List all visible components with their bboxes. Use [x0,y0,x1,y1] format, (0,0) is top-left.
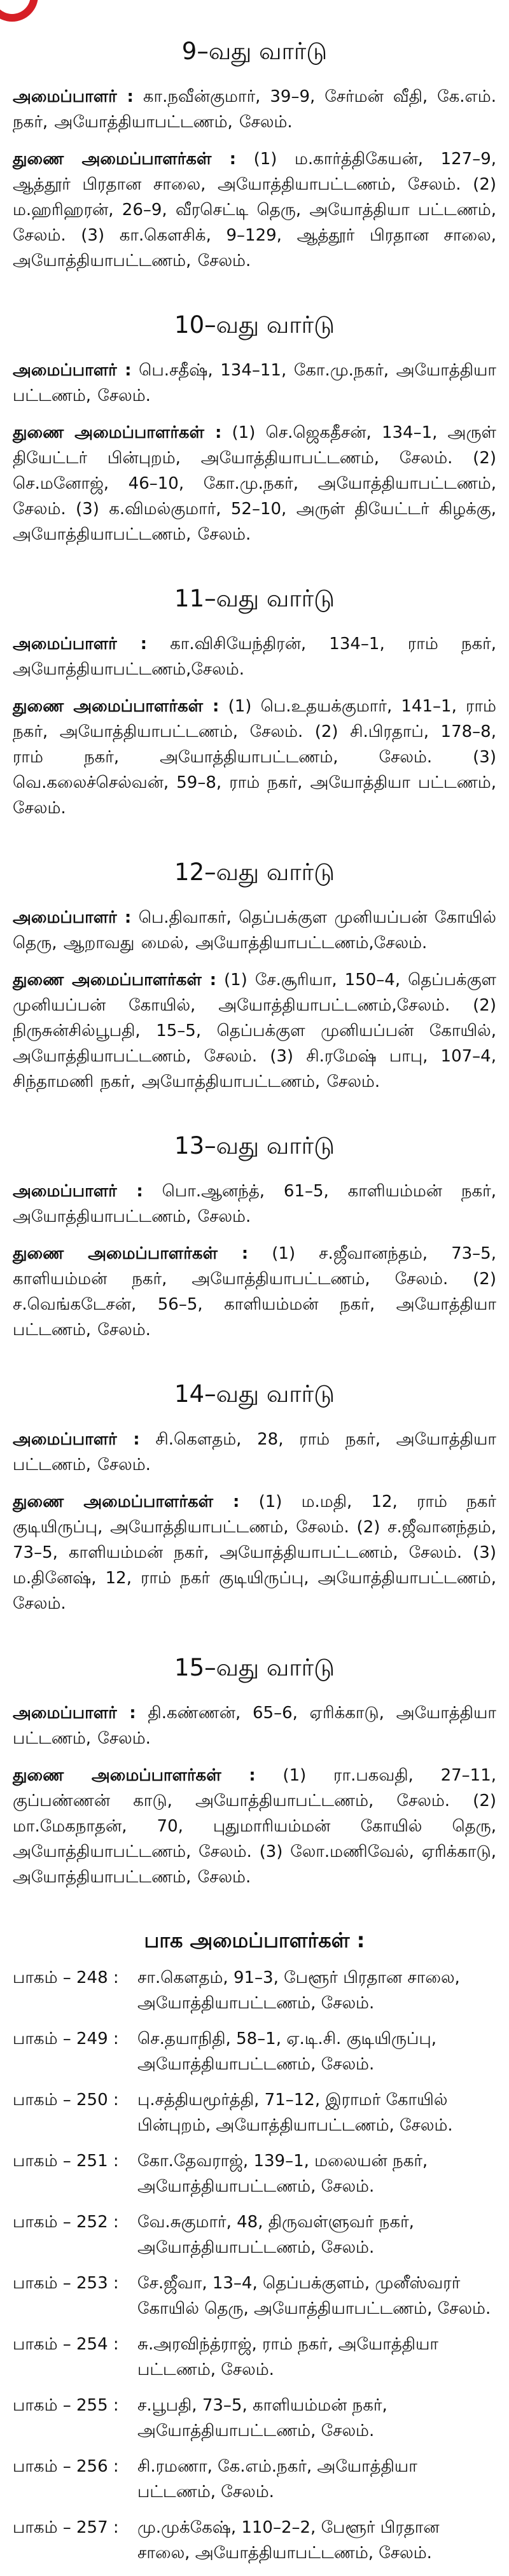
booth-number: பாகம் – 254 : [13,2335,119,2354]
booth-number: பாகம் – 257 : [13,2518,119,2537]
deputies-label: துணை அமைப்பாளர்கள் : [13,423,222,442]
booth-organizer: வே.சுகுமார், 48, திருவள்ளுவர் நகர், அயோத்தியாபட்டணம், சேலம். [137,2213,414,2257]
deputies-label: துணை அமைப்பாளர்கள் : [13,150,237,169]
booth-number: பாகம் – 256 : [13,2457,119,2476]
deputies-details: (1) ச.ஜீவானந்தம், 73–5, காளியம்மன் நகர், அயோத்தியாபட்டணம், சேலம். (2) ச.வெங்கடேசன், 56–5, காளியம்மன் நகர், அயோத்தியா பட்டணம், சேலம். [13,1244,496,1340]
organizer-details: பொ.ஆனந்த், 61–5, காளியம்மன் நகர், அயோத்தியாபட்டணம், சேலம். [13,1182,496,1226]
booth-row [13,2515,496,2566]
booth-organizers-section [13,1927,496,2566]
ward-organizer [13,1427,496,1478]
organizer-details: பெ.சதீஷ், 134–11, கோ.மு.நகர், அயோத்தியா பட்டணம், சேலம். [13,361,496,405]
ward-section-12 [13,858,496,1095]
publication-logo [0,0,38,22]
booth-organizer: கோ.தேவராஜ், 139–1, மலையன் நகர், அயோத்தியாபட்டணம், சேலம். [137,2152,428,2196]
booth-organizer: சு.அரவிந்த்ராஜ், ராம் நகர், அயோத்தியா பட்டணம், சேலம். [137,2335,438,2379]
booth-row [13,2026,496,2077]
ward-section-15 [13,1653,496,1890]
ward-section-13 [13,1131,496,1343]
booth-row [13,2209,496,2260]
booth-row [13,2148,496,2199]
booth-organizer: ச.பூபதி, 73–5, காளியம்மன் நகர், அயோத்தியாபட்டணம், சேலம். [137,2396,387,2440]
organizer-label: அமைப்பாளர் : [13,87,134,106]
ward-organizer [13,1179,496,1229]
organizer-details: தி.கண்ணன், 65–6, ஏரிக்காடு, அயோத்தியா பட்டணம், சேலம். [13,1704,496,1748]
organizer-label: அமைப்பாளர் : [13,1704,136,1723]
organizer-details: பெ.திவாகர், தெப்பக்குள முனியப்பன் கோயில் தெரு, ஆறாவது மைல், அயோத்தியாபட்டணம்,சேலம். [13,908,496,953]
booth-organizer: சே.ஜீவா, 13–4, தெப்பக்குளம், முனீஸ்வரர் கோயில் தெரு, அயோத்தியாபட்டணம், சேலம். [137,2274,491,2318]
organizer-label: அமைப்பாளர் : [13,1182,143,1201]
booth-number: பாகம் – 250 : [13,2090,119,2110]
ward-deputies [13,1241,496,1343]
organizer-label: அமைப்பாளர் : [13,361,132,380]
deputies-details: (1) பெ.உதயக்குமார், 141–1, ராம் நகர், அயோத்தியாபட்டணம், சேலம். (2) சி.பிரதாப், 178–8, ராம் நகர், அயோத்தியாபட்டணம், சேலம். (3) வெ.கலைச்செல்வன், 59–8, ராம் நகர், அயோத்தியா பட்டணம், சேலம். [13,697,496,818]
booth-organizer: பு.சத்தியமூர்த்தி, 71–12, இராமர் கோயில் பின்புறம், அயோத்தியாபட்டணம், சேலம். [137,2090,453,2135]
organizer-details: சி.கௌதம், 28, ராம் நகர், அயோத்தியா பட்டணம், சேலம். [13,1430,496,1474]
deputies-details: (1) ம.கார்த்திகேயன், 127–9, ஆத்தூர் பிரதான சாலை, அயோத்தியாபட்டணம், சேலம். (2) ம.ஹரிஹரன், 26–9, வீரசெட்டி தெரு, அயோத்தியா பட்டணம், சேலம். (3) கா.கௌசிக், 9–129, ஆத்தூர் பிரதான சாலை, அயோத்தியாபட்டணம், சேலம். [13,150,497,270]
ward-deputies [13,1489,496,1616]
ward-heading: 10–வது வார்டு [174,311,335,339]
booth-organizer: செ.தயாநிதி, 58–1, ஏ.டி.சி. குடியிருப்பு, அயோத்தியாபட்டணம், சேலம். [137,2029,436,2074]
booth-number: பாகம் – 249 : [13,2029,119,2048]
booth-number: பாகம் – 251 : [13,2152,119,2171]
booth-number: பாகம் – 255 : [13,2396,119,2415]
deputies-details: (1) ரா.பகவதி, 27–11, குப்பண்ணன் காடு, அயோத்தியாபட்டணம், சேலம். (2) மா.மேகநாதன், 70, புதுமாரியம்மன் கோயில் தெரு, அயோத்தியாபட்டணம், சேலம். (3) லோ.மணிவேல், ஏரிக்காடு, அயோத்தியாபட்டணம், சேலம். [13,1766,496,1887]
booth-row [13,2087,496,2138]
deputies-label: துணை அமைப்பாளர்கள் : [13,1492,240,1511]
ward-heading: 14–வது வார்டு [174,1380,335,1408]
booth-number: பாகம் – 253 : [13,2274,119,2293]
ward-deputies [13,420,496,547]
booth-number: பாகம் – 248 : [13,1968,119,1987]
ward-section-14 [13,1380,496,1616]
ward-section-11 [13,584,496,821]
ward-organizer [13,1700,496,1751]
ward-section-9 [13,37,496,274]
booth-organizer: சா.கௌதம், 91–3, பேளூர் பிரதான சாலை, அயோத்தியாபட்டணம், சேலம். [137,1968,460,2013]
organizer-label: அமைப்பாளர் : [13,634,148,654]
booth-organizer: சி.ரமணா, கே.எம்.நகர், அயோத்தியா பட்டணம், சேலம். [137,2457,417,2502]
ward-heading: 12–வது வார்டு [174,858,335,886]
deputies-label: துணை அமைப்பாளர்கள் : [13,1244,249,1263]
booth-row [13,2393,496,2444]
ward-deputies [13,146,496,274]
article-body [13,37,496,2576]
booth-row [13,2271,496,2321]
booth-number: பாகம் – 252 : [13,2213,119,2232]
deputies-details: (1) ம.மதி, 12, ராம் நகர் குடியிருப்பு, அயோத்தியாபட்டணம், சேலம். (2) ச.ஜீவானந்தம், 73–5, காளியம்மன் நகர், அயோத்தியாபட்டணம், சேலம். (3) ம.தினேஷ், 12, ராம் நகர் குடியிருப்பு, அயோத்தியாபட்டணம், சேலம். [13,1492,496,1613]
deputies-details: (1) சே.சூரியா, 150–4, தெப்பக்குள முனியப்பன் கோயில், அயோத்தியாபட்டணம்,சேலம். (2) நிருசுன்சில்பூபதி, 15–5, தெப்பக்குள முனியப்பன் கோயில், அயோத்தியாபட்டணம், சேலம். (3) சி.ரமேஷ் பாபு, 107–4, சிந்தாமணி நகர், அயோத்தியாபட்டணம், சேலம். [13,970,496,1091]
ward-organizer [13,358,496,409]
deputies-details: (1) செ.ஜெகதீசன், 134–1, அருள் தியேட்டர் பின்புறம், அயோத்தியாபட்டணம், சேலம். (2) செ.மனோஜ், 46–10, கோ.மு.நகர், அயோத்தியாபட்டணம், சேலம். (3) க.விமல்குமார், 52–10, அருள் தியேட்டர் கிழக்கு, அயோத்தியாபட்டணம், சேலம். [13,423,496,544]
organizer-details: கா.விசியேந்திரன், 134–1, ராம் நகர், அயோத்தியாபட்டணம்,சேலம். [13,634,496,679]
ward-organizer [13,631,496,682]
ward-heading: 11–வது வார்டு [174,585,335,612]
booth-row [13,1965,496,2016]
booth-section-heading: பாக அமைப்பாளர்கள் : [144,1928,365,1952]
organizer-details: கா.நவீன்குமார், 39–9, சேர்மன் வீதி, கே.எம். நகர், அயோத்தியாபட்டணம், சேலம். [13,87,496,132]
ward-deputies [13,694,496,821]
booth-row [13,2332,496,2383]
deputies-label: துணை அமைப்பாளர்கள் : [13,970,217,990]
ward-heading: 15–வது வார்டு [174,1654,335,1681]
booth-organizer: மு.முக்கேஷ், 110–2–2, பேளூர் பிரதான சாலை, அயோத்தியாபட்டணம், சேலம். [137,2518,440,2563]
deputies-label: துணை அமைப்பாளர்கள் : [13,1766,256,1785]
deputies-label: துணை அமைப்பாளர்கள் : [13,697,220,716]
ward-organizer [13,905,496,956]
organizer-label: அமைப்பாளர் : [13,908,132,927]
ward-organizer [13,84,496,135]
ward-section-10 [13,311,496,547]
ward-heading: 13–வது வார்டு [174,1132,335,1159]
ward-heading: 9–வது வார்டு [181,38,328,65]
booth-row [13,2454,496,2505]
ward-deputies [13,967,496,1095]
ward-deputies [13,1763,496,1890]
organizer-label: அமைப்பாளர் : [13,1430,140,1449]
